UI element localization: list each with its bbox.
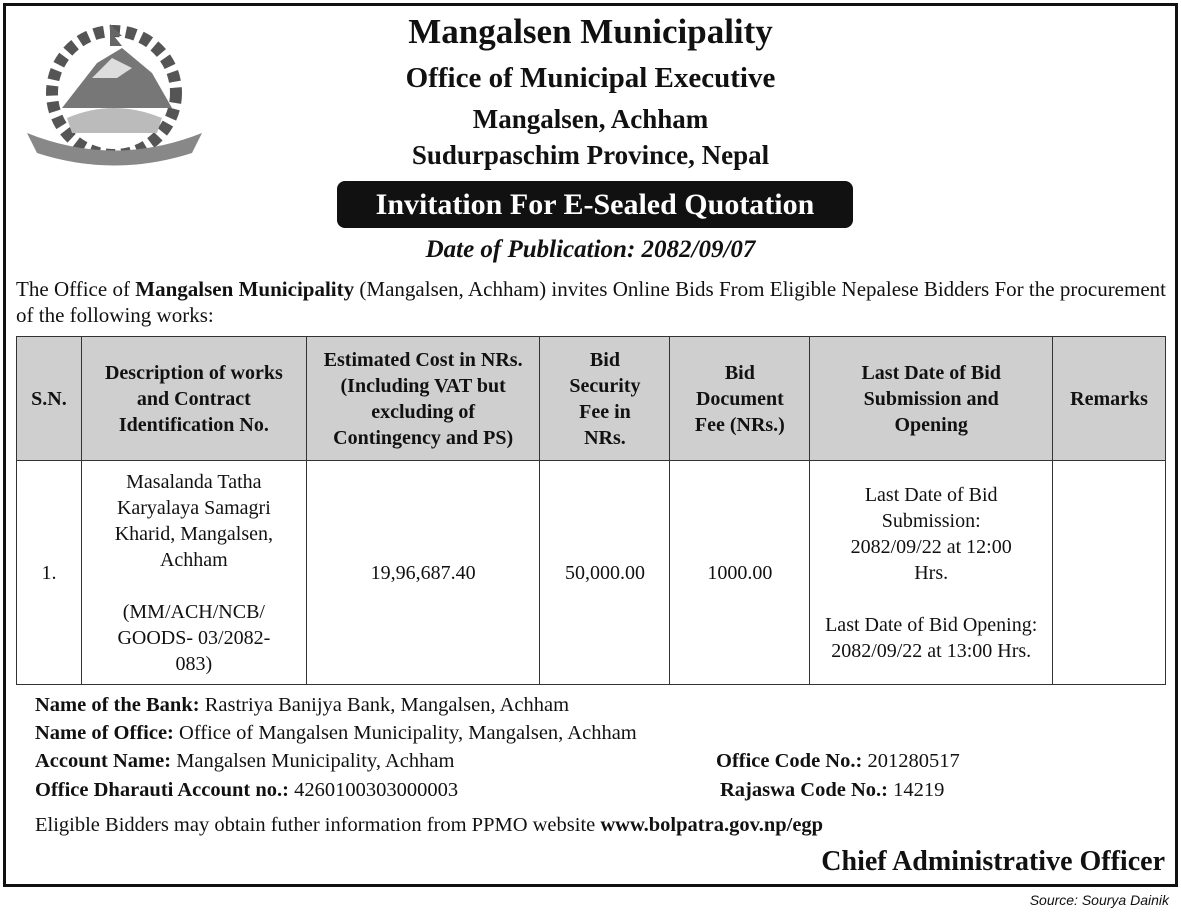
header-document-fee: Bid Document Fee (NRs.) [670, 337, 810, 461]
bank-line [35, 694, 569, 717]
header-estimated-cost: Estimated Cost in NRs. (Including VAT but excluding of Contingency and PS) [306, 337, 540, 461]
location: Mangalsen, Achham [472, 104, 709, 134]
office-line [35, 722, 637, 745]
office-code-label: Office Code No.: [716, 750, 863, 772]
office-code-line [716, 750, 960, 773]
rajaswa-line [720, 779, 944, 802]
dharauti-value: 4260100303000003 [294, 779, 459, 801]
intro-text: The Office of [16, 277, 136, 301]
office-label: Name of Office: [35, 722, 174, 744]
opening-date: Last Date of Bid Opening: 2082/09/22 at 13:00 Hrs. [825, 613, 1038, 662]
header-last-date: Last Date of Bid Submission and Opening [810, 337, 1053, 461]
eligibility-line [35, 814, 823, 837]
header-remarks: Remarks [1053, 337, 1166, 461]
cell-doc-fee: 1000.00 [670, 461, 810, 685]
cell-dates [810, 461, 1053, 685]
table-row [17, 461, 1166, 685]
intro-bold: Mangalsen Municipality [135, 277, 355, 301]
bank-value: Rastriya Banijya Bank, Mangalsen, Achham [204, 694, 570, 716]
header-bid-security: Bid Security Fee in NRs. [540, 337, 670, 461]
signatory: Chief Administrative Officer [821, 846, 1165, 877]
intro-paragraph [16, 276, 1166, 328]
source-credit: Source: Sourya Dainik [1029, 892, 1169, 908]
office-value: Office of Mangalsen Municipality, Mangalsen, Achham [179, 722, 637, 744]
publication-date: Date of Publication: 2082/09/07 [425, 236, 756, 263]
cell-cost: 19,96,687.40 [306, 461, 540, 685]
table-header-row [17, 337, 1166, 461]
office-code-value: 201280517 [867, 750, 960, 772]
cell-remarks [1053, 461, 1166, 685]
work-description: Masalanda Tatha Karyalaya Samagri Kharid, Mangalsen, Achham [114, 470, 273, 571]
municipality-title: Mangalsen Municipality [408, 12, 773, 51]
cell-description [81, 461, 306, 685]
office-title: Office of Municipal Executive [405, 62, 776, 94]
header-description: Description of works and Contract Identification No. [81, 337, 306, 461]
province: Sudurpaschim Province, Nepal [411, 140, 770, 170]
dharauti-label: Office Dharauti Account no.: [35, 779, 289, 801]
dharauti-line [35, 779, 458, 802]
account-line [35, 750, 454, 773]
header-sn: S.N. [17, 337, 82, 461]
bid-table [16, 336, 1166, 685]
rajaswa-value: 14219 [893, 779, 945, 801]
eligibility-text: Eligible Bidders may obtain futher information from PPMO website [35, 814, 601, 836]
submission-date: Last Date of Bid Submission: 2082/09/22 at 12:00 Hrs. [850, 483, 1012, 584]
rajaswa-label: Rajaswa Code No.: [720, 779, 888, 801]
cell-security: 50,000.00 [540, 461, 670, 685]
cell-sn: 1. [17, 461, 82, 685]
ppmo-website-link[interactable]: www.bolpatra.gov.np/egp [600, 814, 824, 836]
bank-label: Name of the Bank: [35, 694, 200, 716]
intro-text-rest: (Mangalsen, Achham) invites Online Bids From Eligible Nepalese Bidders For the procurement of the following works: [16, 277, 1166, 327]
contract-id: (MM/ACH/NCB/ GOODS- 03/2082-083) [117, 600, 271, 675]
account-label: Account Name: [35, 750, 172, 772]
account-value: Mangalsen Municipality, Achham [176, 750, 455, 772]
notice-banner: Invitation For E-Sealed Quotation [337, 181, 853, 228]
